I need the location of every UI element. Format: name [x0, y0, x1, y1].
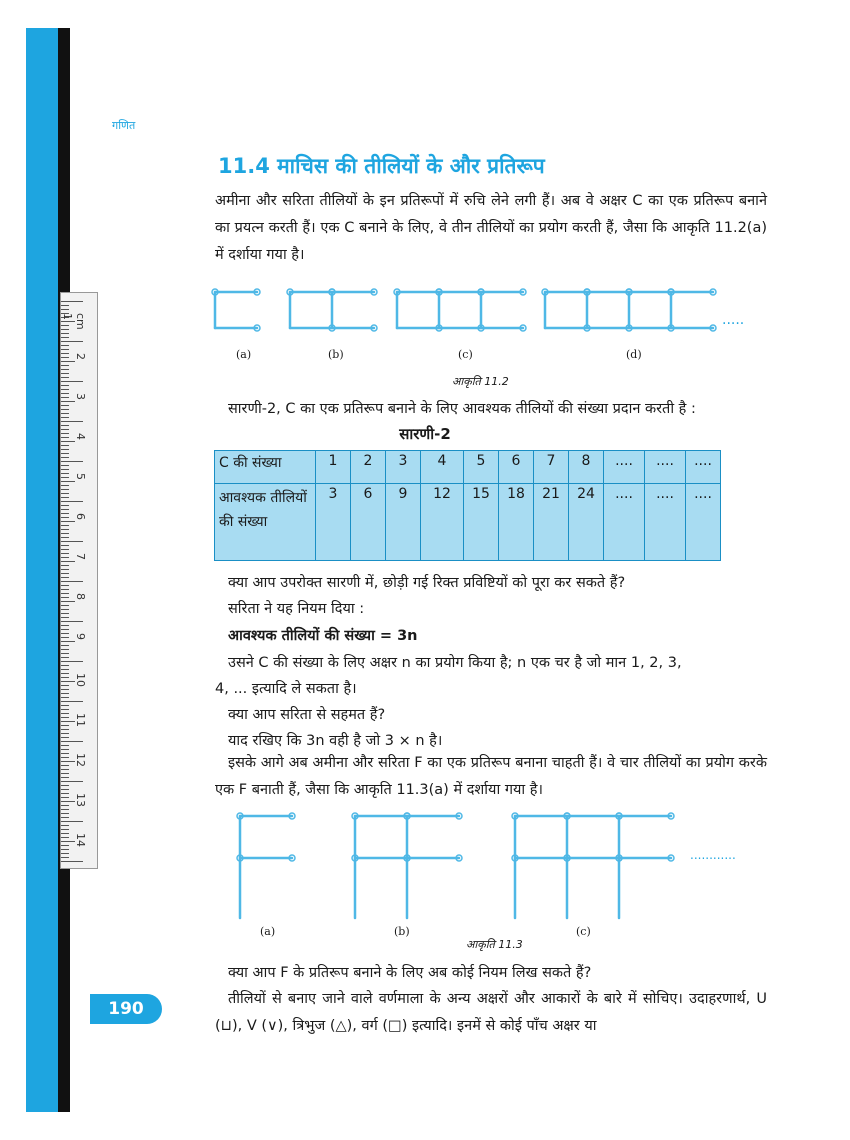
- ruler-tick: [61, 509, 69, 510]
- ruler-tick: [61, 477, 69, 478]
- ruler-tick: [61, 629, 69, 630]
- ruler-tick: [61, 789, 69, 790]
- ruler-tick: [61, 485, 69, 486]
- ruler-tick: [61, 337, 69, 338]
- ruler-tick: [61, 521, 75, 522]
- ruler-tick: [61, 769, 69, 770]
- ruler-tick: [61, 729, 69, 730]
- ruler-tick: [61, 637, 69, 638]
- ruler-tick: [61, 837, 69, 838]
- ruler-tick: [61, 653, 69, 654]
- ruler-tick: [61, 701, 83, 702]
- ruler-tick: [61, 853, 69, 854]
- section-title: 11.4 माचिस की तीलियों के और प्रतिरूप: [218, 154, 545, 178]
- ruler-tick: [61, 333, 69, 334]
- ruler-tick: [61, 589, 69, 590]
- ruler-label: cm 1: [61, 313, 87, 330]
- ruler-tick: [61, 753, 69, 754]
- fig-11-3-continuation-dots: ............: [690, 848, 736, 862]
- ruler-tick: [61, 773, 69, 774]
- figure-11-2-matchstick-c: [205, 282, 775, 342]
- ruler-tick: [61, 565, 69, 566]
- ruler-tick: [61, 617, 69, 618]
- explanation-line-2: 4, ... इत्यादि ले सकता है।: [215, 681, 357, 697]
- ruler-tick: [61, 577, 69, 578]
- ruler-tick: [61, 365, 69, 366]
- fig3-label-b: (b): [394, 925, 410, 938]
- ruler-tick: [61, 685, 69, 686]
- ruler-tick: [61, 833, 69, 834]
- ruler-label: 5: [74, 473, 87, 480]
- figure-11-3-caption: आकृति 11.3: [466, 938, 523, 951]
- rule-intro: सरिता ने यह नियम दिया :: [228, 601, 365, 617]
- ruler-tick: [61, 401, 75, 402]
- ruler-tick: [61, 481, 75, 482]
- ruler-tick: [61, 541, 83, 542]
- figure-11-2-caption: आकृति 11.2: [452, 375, 509, 388]
- table-cell: 21: [534, 484, 569, 561]
- table-cell: ....: [645, 451, 686, 484]
- ruler-tick: [61, 709, 69, 710]
- ruler-tick: [61, 733, 69, 734]
- ruler-tick: [61, 609, 69, 610]
- ruler-tick: [61, 473, 69, 474]
- ruler-tick: [61, 517, 69, 518]
- ruler-tick: [61, 677, 69, 678]
- ruler-tick: [61, 305, 69, 306]
- ruler-tick: [61, 545, 69, 546]
- ruler-tick: [61, 501, 83, 502]
- ruler-tick: [61, 725, 69, 726]
- ruler-tick: [61, 777, 69, 778]
- ruler-tick: [61, 561, 75, 562]
- table-cell: 18: [499, 484, 534, 561]
- ruler-tick: [61, 345, 69, 346]
- ruler-tick: [61, 493, 69, 494]
- ruler-tick: [61, 413, 69, 414]
- table-cell: 6: [351, 484, 386, 561]
- explanation-line-1: उसने C की संख्या के लिए अक्षर n का प्रयोग किया है; n एक चर है जो मान 1, 2, 3,: [228, 655, 682, 671]
- fig-label-a: (a): [236, 348, 252, 361]
- table-cell: 4: [421, 451, 464, 484]
- ruler-label: 12: [74, 753, 87, 767]
- ruler-tick: [61, 373, 69, 374]
- ruler-tick: [61, 601, 75, 602]
- ruler-tick: [61, 393, 69, 394]
- ruler-tick: [61, 597, 69, 598]
- ruler-tick: [61, 805, 69, 806]
- table-cell: ....: [604, 451, 645, 484]
- running-header: गणित: [112, 119, 136, 132]
- ruler-tick: [61, 689, 69, 690]
- table-cell: 5: [464, 451, 499, 484]
- table-row-header: C की संख्या: [215, 451, 316, 484]
- ruler-tick: [61, 613, 69, 614]
- table-row: [215, 484, 721, 561]
- ruler-tick: [61, 817, 69, 818]
- ruler-tick: [61, 861, 83, 862]
- ruler-label: 7: [74, 553, 87, 560]
- ruler-tick: [61, 757, 69, 758]
- ruler-tick: [61, 673, 69, 674]
- table-cell: 24: [569, 484, 604, 561]
- table-cell: 9: [386, 484, 421, 561]
- ruler-tick: [61, 785, 69, 786]
- ruler-tick: [61, 421, 83, 422]
- ruler-tick: [61, 573, 69, 574]
- fig-label-b: (b): [328, 348, 344, 361]
- ruler-label: 11: [74, 713, 87, 727]
- table-cell: 3: [386, 451, 421, 484]
- question-2: क्या आप सरिता से सहमत हैं?: [228, 707, 386, 723]
- table-cell: ....: [686, 484, 721, 561]
- ruler-tick: [61, 489, 69, 490]
- ruler-tick: [61, 845, 69, 846]
- ruler-tick: [61, 537, 69, 538]
- ruler-tick: [61, 469, 69, 470]
- ruler-tick: [61, 681, 75, 682]
- ruler-tick: [61, 569, 69, 570]
- ruler-tick: [61, 553, 69, 554]
- ruler-tick: [61, 641, 75, 642]
- ruler-tick: [61, 841, 75, 842]
- table-cell: 2: [351, 451, 386, 484]
- ruler-tick: [61, 625, 69, 626]
- question-3: क्या आप F के प्रतिरूप बनाने के लिए अब कोई नियम लिख सकते हैं?: [228, 965, 592, 981]
- ruler-label: 4: [74, 433, 87, 440]
- table-cell: 1: [316, 451, 351, 484]
- ruler-tick: [61, 513, 69, 514]
- ruler-tick: [61, 381, 83, 382]
- ruler-tick: [61, 737, 69, 738]
- left-blue-margin: [26, 28, 58, 1112]
- ruler-label: 2: [74, 353, 87, 360]
- ruler-tick: [61, 405, 69, 406]
- ruler-tick: [61, 693, 69, 694]
- ruler-tick: [61, 585, 69, 586]
- ruler-tick: [61, 357, 69, 358]
- ruler-tick: [61, 797, 69, 798]
- ruler-tick: [61, 301, 83, 302]
- ruler-tick: [61, 505, 69, 506]
- f-pattern-paragraph: इसके आगे अब अमीना और सरिता F का एक प्रतिरूप बनाना चाहती हैं। वे चार तीलियों का प्रयोग करके एक F बनाती हैं, जैसा कि आकृति 11.3(a) में दर्शाया गया है।: [215, 755, 767, 798]
- ruler-tick: [61, 649, 69, 650]
- table-row-header: आवश्यक तीलियों की संख्या: [215, 484, 316, 561]
- ruler-label: 14: [74, 833, 87, 847]
- ruler-tick: [61, 525, 69, 526]
- ruler-tick: [61, 361, 75, 362]
- ruler-tick: [61, 593, 69, 594]
- ruler-tick: [61, 445, 69, 446]
- ruler-tick: [61, 801, 75, 802]
- ruler-tick: [61, 621, 83, 622]
- ruler-tick: [61, 781, 83, 782]
- rule-statement: आवश्यक तीलियों की संख्या = 3n: [228, 628, 418, 644]
- ruler-tick: [61, 761, 75, 762]
- table-row: [215, 451, 721, 484]
- ruler-tick: [61, 409, 69, 410]
- ruler-tick: [61, 457, 69, 458]
- ruler-tick: [61, 449, 69, 450]
- ruler-tick: [61, 377, 69, 378]
- table-cell: 3: [316, 484, 351, 561]
- ruler-tick: [61, 465, 69, 466]
- closing-paragraph: तीलियों से बनाए जाने वाले वर्णमाला के अन्य अक्षरों और आकारों के बारे में सोचिए। उदाहरणार्थ, U (⊔), V (∨), त्रिभुज (△), वर्ग (□) इत्यादि। इनमें से कोई पाँच अक्षर या: [215, 991, 767, 1034]
- ruler-tick: [61, 809, 69, 810]
- intro-paragraph: अमीना और सरिता तीलियों के इन प्रतिरूपों में रुचि लेने लगी हैं। अब वे अक्षर C का एक प्रतिरूप बनाने का प्रयत्न करती हैं। एक C बनाने के लिए, वे तीन तीलियों का प्रयोग करती हैं, जैसा कि आकृति 11.2(a) में दर्शाया गया है।: [215, 193, 767, 263]
- fig3-label-a: (a): [260, 925, 276, 938]
- question-1: क्या आप उपरोक्त सारणी में, छोड़ी गई रिक्त प्रविष्टियों को पूरा कर सकते हैं?: [228, 575, 626, 591]
- table-2: [214, 450, 721, 561]
- ruler-tick: [61, 829, 69, 830]
- ruler-tick: [61, 717, 69, 718]
- table-cell: 6: [499, 451, 534, 484]
- ruler-tick: [61, 417, 69, 418]
- ruler-label: 3: [74, 393, 87, 400]
- fig3-label-c: (c): [576, 925, 591, 938]
- remember-note: याद रखिए कि 3n वही है जो 3 × n है।: [228, 733, 443, 749]
- ruler-tick: [61, 389, 69, 390]
- table-cell: 15: [464, 484, 499, 561]
- fig-11-2-continuation-dots: .....: [722, 312, 745, 328]
- ruler-tick: [61, 825, 69, 826]
- table-cell: 12: [421, 484, 464, 561]
- ruler-tick: [61, 705, 69, 706]
- page-number: 190: [90, 994, 162, 1024]
- ruler-tick: [61, 557, 69, 558]
- ruler-tick: [61, 581, 83, 582]
- ruler-tick: [61, 369, 69, 370]
- ruler-label: 10: [74, 673, 87, 687]
- table-cell: 8: [569, 451, 604, 484]
- ruler-tick: [61, 821, 83, 822]
- ruler-label: 6: [74, 513, 87, 520]
- ruler-tick: [61, 549, 69, 550]
- ruler-image: [60, 292, 98, 869]
- ruler-tick: [61, 645, 69, 646]
- table-cell: ....: [604, 484, 645, 561]
- ruler-tick: [61, 741, 83, 742]
- fig-label-d: (d): [626, 348, 642, 361]
- ruler-tick: [61, 633, 69, 634]
- ruler-tick: [61, 353, 69, 354]
- ruler-tick: [61, 793, 69, 794]
- ruler-tick: [61, 669, 69, 670]
- ruler-tick: [61, 749, 69, 750]
- ruler-label: 13: [74, 793, 87, 807]
- ruler-tick: [61, 461, 83, 462]
- ruler-tick: [61, 497, 69, 498]
- ruler-tick: [61, 745, 69, 746]
- ruler-tick: [61, 665, 69, 666]
- ruler-label: 9: [74, 633, 87, 640]
- table-cell: ....: [686, 451, 721, 484]
- ruler-tick: [61, 533, 69, 534]
- figure-11-3-matchstick-f: [225, 808, 675, 928]
- table-cell: ....: [645, 484, 686, 561]
- ruler-tick: [61, 813, 69, 814]
- ruler-tick: [61, 697, 69, 698]
- table-caption: सारणी-2: [399, 425, 451, 443]
- ruler-tick: [61, 661, 83, 662]
- ruler-tick: [61, 397, 69, 398]
- ruler-tick: [61, 453, 69, 454]
- table-intro: सारणी-2, C का एक प्रतिरूप बनाने के लिए आवश्यक तीलियों की संख्या प्रदान करती है :: [228, 401, 696, 417]
- fig-label-c: (c): [458, 348, 473, 361]
- ruler-tick: [61, 385, 69, 386]
- table-cell: 7: [534, 451, 569, 484]
- ruler-tick: [61, 849, 69, 850]
- ruler-tick: [61, 349, 69, 350]
- ruler-tick: [61, 341, 83, 342]
- ruler-tick: [61, 605, 69, 606]
- ruler-tick: [61, 309, 69, 310]
- ruler-tick: [61, 721, 75, 722]
- ruler-tick: [61, 657, 69, 658]
- ruler-tick: [61, 713, 69, 714]
- ruler-tick: [61, 765, 69, 766]
- ruler-tick: [61, 857, 69, 858]
- ruler-tick: [61, 529, 69, 530]
- ruler-label: 8: [74, 593, 87, 600]
